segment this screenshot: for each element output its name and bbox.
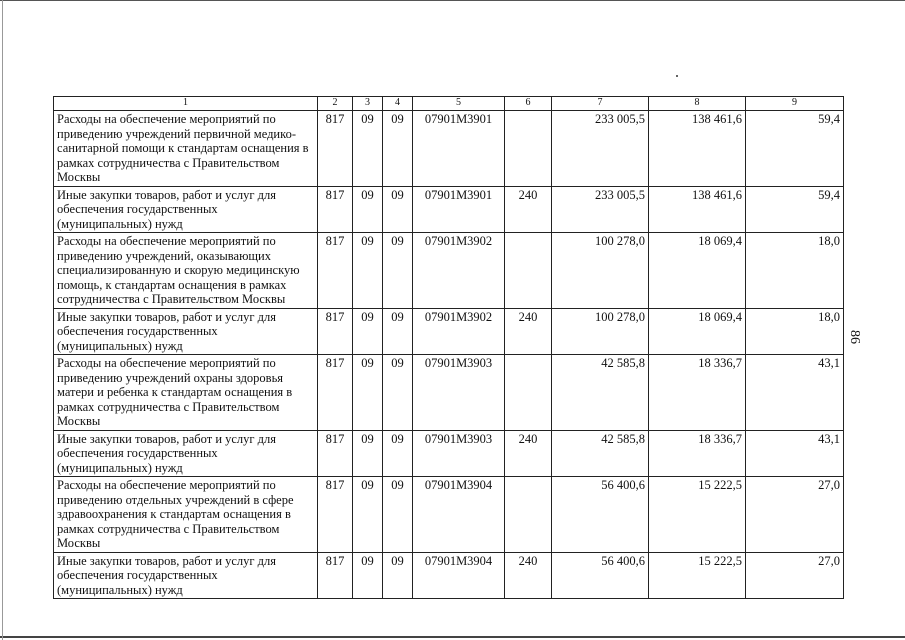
row-percent: 43,1	[746, 430, 844, 477]
table-row	[54, 308, 844, 355]
table-row	[54, 430, 844, 477]
scan-speck	[676, 75, 678, 77]
row-name: Иные закупки товаров, работ и услуг для обеспечения государственных (муниципальных) нужд	[54, 552, 318, 599]
row-name: Иные закупки товаров, работ и услуг для обеспечения государственных (муниципальных) нужд	[54, 430, 318, 477]
table-row	[54, 355, 844, 431]
row-admin-code: 817	[318, 552, 353, 599]
header-cell-3: 3	[353, 97, 383, 111]
header-cell-4: 4	[383, 97, 413, 111]
row-section: 09	[353, 430, 383, 477]
row-section: 09	[353, 233, 383, 309]
row-name: Иные закупки товаров, работ и услуг для обеспечения государственных (муниципальных) нужд	[54, 186, 318, 233]
row-subsection: 09	[383, 186, 413, 233]
row-target-code: 07901М3903	[413, 355, 505, 431]
row-actual-amount: 18 069,4	[649, 308, 746, 355]
row-expense-type: 240	[505, 552, 552, 599]
row-admin-code: 817	[318, 233, 353, 309]
row-subsection: 09	[383, 430, 413, 477]
scan-edge-bottom	[0, 636, 905, 638]
row-percent: 59,4	[746, 111, 844, 187]
header-cell-7: 7	[552, 97, 649, 111]
row-actual-amount: 18 336,7	[649, 430, 746, 477]
row-target-code: 07901М3901	[413, 186, 505, 233]
row-admin-code: 817	[318, 477, 353, 553]
row-expense-type: 240	[505, 186, 552, 233]
row-subsection: 09	[383, 552, 413, 599]
row-subsection: 09	[383, 111, 413, 187]
row-percent: 18,0	[746, 233, 844, 309]
header-row	[54, 97, 844, 111]
row-plan-amount: 42 585,8	[552, 355, 649, 431]
header-cell-6: 6	[505, 97, 552, 111]
row-subsection: 09	[383, 308, 413, 355]
row-percent: 18,0	[746, 308, 844, 355]
row-plan-amount: 100 278,0	[552, 308, 649, 355]
row-name: Расходы на обеспечение мероприятий по приведению отдельных учреждений в сфере здравоохранения к стандартам оснащения в рамках сотрудничества с Правительством Москвы	[54, 477, 318, 553]
table-row	[54, 477, 844, 553]
row-target-code: 07901М3903	[413, 430, 505, 477]
row-expense-type	[505, 111, 552, 187]
table-row	[54, 186, 844, 233]
row-section: 09	[353, 552, 383, 599]
row-subsection: 09	[383, 477, 413, 553]
row-admin-code: 817	[318, 111, 353, 187]
row-name: Иные закупки товаров, работ и услуг для обеспечения государственных (муниципальных) нужд	[54, 308, 318, 355]
header-cell-2: 2	[318, 97, 353, 111]
budget-table	[53, 96, 844, 599]
row-section: 09	[353, 186, 383, 233]
row-plan-amount: 233 005,5	[552, 111, 649, 187]
row-admin-code: 817	[318, 186, 353, 233]
table-row	[54, 552, 844, 599]
row-subsection: 09	[383, 355, 413, 431]
row-expense-type	[505, 355, 552, 431]
header-cell-5: 5	[413, 97, 505, 111]
row-actual-amount: 18 336,7	[649, 355, 746, 431]
row-actual-amount: 18 069,4	[649, 233, 746, 309]
row-admin-code: 817	[318, 355, 353, 431]
row-plan-amount: 42 585,8	[552, 430, 649, 477]
row-section: 09	[353, 477, 383, 553]
row-expense-type: 240	[505, 430, 552, 477]
row-target-code: 07901М3904	[413, 552, 505, 599]
row-admin-code: 817	[318, 430, 353, 477]
row-target-code: 07901М3901	[413, 111, 505, 187]
row-name: Расходы на обеспечение мероприятий по приведению учреждений охраны здоровья матери и ребенка к стандартам оснащения в рамках сотрудничества с Правительством Москвы	[54, 355, 318, 431]
row-section: 09	[353, 355, 383, 431]
row-section: 09	[353, 111, 383, 187]
row-percent: 59,4	[746, 186, 844, 233]
row-subsection: 09	[383, 233, 413, 309]
table-row	[54, 233, 844, 309]
row-section: 09	[353, 308, 383, 355]
row-admin-code: 817	[318, 308, 353, 355]
header-cell-1: 1	[54, 97, 318, 111]
row-target-code: 07901М3904	[413, 477, 505, 553]
row-plan-amount: 233 005,5	[552, 186, 649, 233]
row-plan-amount: 56 400,6	[552, 477, 649, 553]
row-actual-amount: 138 461,6	[649, 186, 746, 233]
header-cell-9: 9	[746, 97, 844, 111]
row-expense-type	[505, 233, 552, 309]
row-name: Расходы на обеспечение мероприятий по приведению учреждений, оказывающих специализированную и скорую медицинскую помощь, к стандартам оснащения в рамках сотрудничества с Правительством Москвы	[54, 233, 318, 309]
table-row	[54, 111, 844, 187]
row-name: Расходы на обеспечение мероприятий по приведению учреждений первичной медико-санитарной помощи к стандартам оснащения в рамках сотрудничества с Правительством Москвы	[54, 111, 318, 187]
row-percent: 27,0	[746, 552, 844, 599]
row-actual-amount: 138 461,6	[649, 111, 746, 187]
row-plan-amount: 56 400,6	[552, 552, 649, 599]
scan-edge-top	[0, 0, 905, 1]
header-cell-8: 8	[649, 97, 746, 111]
row-target-code: 07901М3902	[413, 308, 505, 355]
row-expense-type	[505, 477, 552, 553]
row-plan-amount: 100 278,0	[552, 233, 649, 309]
row-actual-amount: 15 222,5	[649, 477, 746, 553]
row-actual-amount: 15 222,5	[649, 552, 746, 599]
row-expense-type: 240	[505, 308, 552, 355]
row-target-code: 07901М3902	[413, 233, 505, 309]
row-percent: 27,0	[746, 477, 844, 553]
row-percent: 43,1	[746, 355, 844, 431]
page-number: 86	[847, 330, 862, 344]
scan-edge-left	[2, 0, 3, 640]
